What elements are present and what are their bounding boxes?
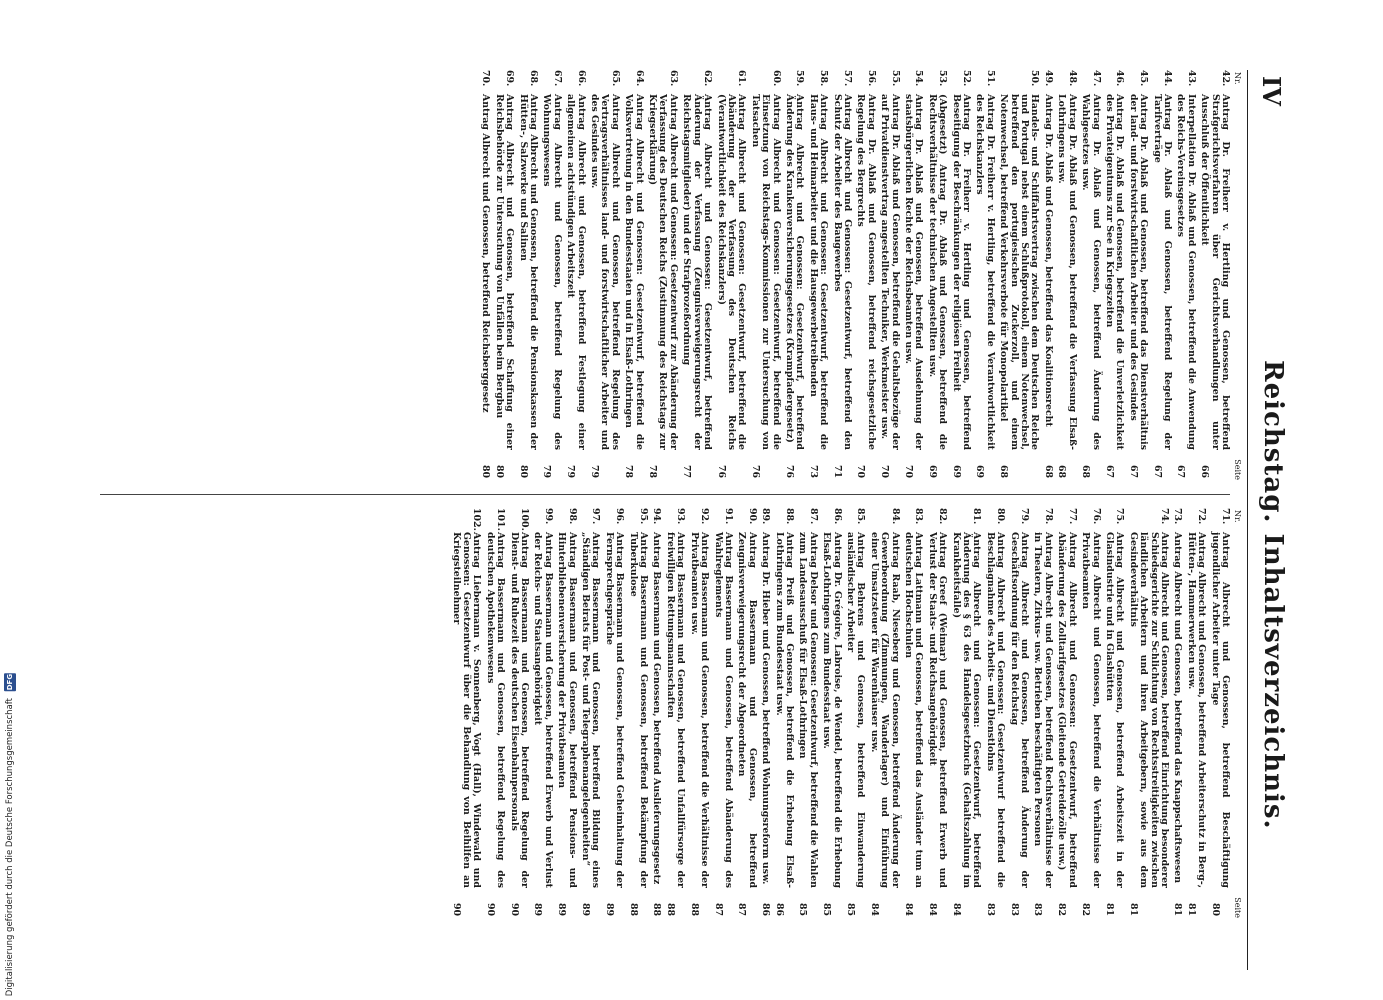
entry-page: 76: [783, 464, 795, 478]
toc-entry: [651, 508, 661, 918]
entry-page: 78: [623, 464, 635, 478]
entry-text: Handels- und Schiffahrtsvertrag zwischen dem Deutschen Reiche und Portugal nebst einem Schlußprotokoll, einem Notenwechsel, betreffend den portugiesischen Zuckerzoll, und einem Notenwechsel, betreffend Verkehrsverbote für Monopolartikel: [998, 94, 1041, 450]
entry-number: 102.: [471, 508, 483, 531]
entry-page: 90: [450, 902, 462, 916]
entry-text: Antrag Albrecht und Genossen, betreffend Festlegung einer allgemeinen achtstündigen Arbeitszeit: [565, 94, 587, 450]
entry-text: Antrag Lattmann und Genossen, betreffend das Ausländer tum an deutschen Hochschulen: [903, 532, 925, 888]
entry-text: Antrag Albrecht und Genossen: Gesetzentwurf, betreffend die Abänderung der Verfassung des Deutschen Reichs (Verantwortlichkeit des Reichskanzlers): [715, 94, 748, 450]
entry-number: 99.: [542, 508, 554, 525]
entry-page: 84: [868, 902, 880, 916]
entry-number: 59.: [794, 70, 806, 87]
entry-text: Antrag Dr. Freiherr v. Hertling und Genossen, betreffend Strafgerichtsverfahren über Gerichtsverhandlungen unter Ausschluß der Öffentlichkeit: [1199, 94, 1231, 450]
entry-text: Antrag Bassermann und Genossen, betreffend Regelung der Dienst- und Ruhezeit des deutschen Eisenbahnpersonals: [508, 532, 531, 888]
toc-entry: [1127, 508, 1169, 918]
toc-entry: [1175, 70, 1196, 480]
entry-number: 63.: [667, 70, 679, 87]
entry-text: Antrag Albrecht und Genossen: Gesetzentwurf, betreffend die Einsetzung von Reichstags-Kommissionen zur Untersuchung von Tatsachen: [749, 94, 782, 450]
toc-entry: [541, 70, 562, 480]
entry-number: 42.: [1220, 70, 1231, 87]
entry-number: 96.: [614, 508, 626, 525]
toc-entry: [1080, 508, 1101, 918]
toc-entry: [974, 70, 995, 480]
toc-entry: [688, 508, 709, 918]
page-numeral: IV: [1257, 76, 1286, 106]
toc-entry: [760, 508, 770, 918]
entry-number: 71.: [1220, 508, 1231, 525]
entry-number: 65.: [609, 70, 621, 87]
entry-text: Antrag Dr. Ablaß und Genossen, betreffend die Gehaltsbezüge der auf Privatdienstvertrag angestellten Techniker, Werkmeister usw.: [879, 94, 901, 450]
toc-entry: [715, 70, 746, 480]
entry-page: 67: [1103, 464, 1115, 478]
toc-entry: [926, 508, 947, 918]
entry-text: Antrag Albrecht und Genossen, betreffend Arbeitszeit in der Glasindustrie und in Glashütten: [1103, 532, 1126, 888]
entry-number: 74.: [1158, 508, 1170, 525]
entry-number: 54.: [913, 70, 925, 87]
entry-number: 44.: [1161, 70, 1173, 87]
toc-entry: [1151, 70, 1172, 480]
right-column: [447, 508, 1242, 918]
entry-page: 79: [589, 464, 601, 478]
entry-number: 62.: [702, 70, 714, 87]
entry-number: 81.: [971, 508, 983, 525]
right-column-head: [1230, 508, 1242, 918]
toc-entry: [950, 508, 981, 918]
entry-number: 60.: [770, 70, 782, 87]
entry-page: 88: [664, 902, 676, 916]
entry-number: 67.: [551, 70, 563, 87]
toc-entry: [1008, 508, 1029, 918]
toc-entry: [681, 70, 712, 480]
entry-number: 47.: [1090, 70, 1102, 87]
entry-page: 85: [797, 902, 809, 916]
toc-entry: [950, 70, 971, 480]
entry-text: Antrag Dr. Ablaß und Genossen, betreffend Änderung des Wahlgesetzes usw.: [1080, 94, 1102, 450]
entry-page: 81: [1172, 902, 1184, 916]
toc-entry: [556, 508, 577, 918]
entry-text: Antrag Bassermann und Genossen, betreffend Pensions- und Hinterbliebenenversicherung der Privatbeamten: [556, 532, 578, 888]
entry-page: 66: [1199, 464, 1211, 478]
entry-text: Antrag Liebermann v. Sonnenberg, Vogt (Hall), Windewald und Genossen: Gesetzentwurf über die Behandlung von Beihilfen an Kriegsteilnehmer: [450, 532, 483, 888]
toc-entry: [879, 70, 900, 480]
entry-text: Antrag Albrecht und Genossen: Gesetzentwurf, betreffend Änderung der Verfassung (Zeugnisverweigerungsrecht der Reichstagsmitglieder) und der Strafprozeßordnung: [681, 94, 714, 450]
entry-page: 67: [1175, 464, 1187, 478]
entry-number: 100.: [519, 508, 531, 531]
entry-text: Antrag Bassermann und Genossen, betreffend die Verhältnisse der Privatbeamten usw.: [688, 532, 711, 888]
entry-number: 80.: [995, 508, 1007, 525]
entry-number: 57.: [842, 70, 853, 87]
toc-entry: [797, 508, 818, 918]
entry-text: Interpellation Dr. Ablaß und Genossen, betreffend die Anwendung des Reichs-Vereinsgesetzes: [1175, 94, 1197, 450]
entry-text: Antrag Albrecht und Genossen: Gesetzentwurf, betreffend Abänderung des Zolltarifgesetzes (Gleitende Getreidezölle usw.): [1056, 532, 1078, 888]
entry-number: 84.: [889, 508, 901, 525]
entry-page: 80: [480, 464, 492, 478]
entry-text: Antrag Albrecht und Genossen: Gesetzentwurf zur Abänderung der Verfassung des Deutschen Reichs (Zustimmung des Reichstags zur Kriegserklärung): [647, 94, 679, 450]
entry-page: 79: [541, 464, 553, 478]
entry-page: 89: [603, 902, 615, 916]
entry-text: Antrag Albrecht und Genossen, betreffend Rechtsverhältnisse der in Theatern, Zirkus- usw. Betrieben beschäftigten Personen: [1032, 532, 1054, 888]
toc-entry: [1172, 508, 1182, 918]
entry-text: Antrag Dr. Grégoire, Labroise, de Wendel, betreffend die Erhebung Elsaß-Lothringens zum Bundesstaat usw.: [821, 532, 843, 888]
toc-entry: [484, 508, 505, 918]
entry-number: 82.: [937, 508, 949, 525]
entry-page: 88: [651, 902, 663, 916]
entry-number: 70.: [480, 70, 492, 87]
toc-entry: [868, 508, 899, 918]
entry-text: Antrag Albrecht und Genossen, betreffend Arbeiterschutz in Berg-, Hütten-, Hammerwerken usw.: [1185, 532, 1208, 888]
entry-number: 61.: [736, 70, 748, 87]
toc-entry: [845, 508, 866, 918]
entry-number: 68.: [528, 70, 540, 87]
toc-entry: [903, 508, 924, 918]
toc-entry: [831, 70, 852, 480]
entry-number: 58.: [818, 70, 830, 87]
document-page: [90, 70, 1290, 970]
entry-number: 43.: [1185, 70, 1197, 87]
entry-page: 86: [773, 902, 785, 916]
entry-number: 52.: [961, 70, 973, 87]
entry-text: Antrag Bassermann und Genossen, betreffend Regelung des deutschen Apothekenwesens: [484, 532, 507, 888]
entry-number: 75.: [1114, 508, 1126, 525]
entry-text: (Abgesetzt) Antrag Dr. Ablaß und Genossen, betreffend die Rechtsverhältnisse der technischen Angestellten usw.: [926, 94, 949, 450]
page-header: [1250, 70, 1290, 970]
entry-number: 72.: [1196, 508, 1208, 525]
entry-page: 80: [517, 464, 529, 478]
entry-page: 88: [627, 902, 639, 916]
entry-page: 69: [974, 464, 986, 478]
entry-text: Antrag Preiß und Genossen, betreffend die Erhebung Elsaß-Lothringens zum Bundesstaat usw.: [773, 532, 795, 888]
entry-page: 86: [760, 902, 772, 916]
toc-entry: [627, 508, 648, 918]
entry-page: 70: [879, 464, 891, 478]
entry-page: 89: [580, 902, 592, 916]
entry-number: 97.: [590, 508, 602, 525]
entry-text: Antrag Dr. Ablaß und Genossen, betreffend reichsgesetzliche Regelung des Bergrechts: [855, 94, 877, 450]
header-rule: [1247, 70, 1248, 970]
toc-entry: [998, 70, 1040, 480]
toc-entry: [532, 508, 553, 918]
seite-label: Seite: [1233, 897, 1242, 918]
entry-page: 71: [831, 464, 843, 478]
toc-entry: [623, 70, 644, 480]
entry-text: Antrag Albrecht und Genossen: Gesetzentwurf, betreffend Änderung des § 63 des Handelsgesetzbuchs (Gehaltszahlung im Krankheitsfalle): [950, 532, 983, 888]
entry-number: 93.: [675, 508, 687, 525]
toc-entry: [1080, 70, 1101, 480]
entry-number: 55.: [889, 70, 901, 87]
entry-text: Antrag Albrecht und Genossen, betreffend Regelung des Vertragsverhältnisses land- und forstwirtschaftlicher Arbeiter und des Gesindes usw.: [589, 94, 621, 450]
toc-entry: [1056, 508, 1077, 918]
toc-entry: [821, 508, 842, 918]
entry-text: Antrag Bassermann und Genossen, betreffend Zeugnisverweigerungsrecht der Abgeordneten: [736, 532, 758, 888]
toc-entry: [480, 70, 490, 480]
entry-page: 88: [688, 902, 700, 916]
toc-entry: [580, 508, 601, 918]
toc-entry: [565, 70, 586, 480]
entry-number: 101.: [495, 508, 507, 531]
entry-page: 80: [493, 464, 505, 478]
entry-page: 89: [556, 902, 568, 916]
entry-number: 53.: [937, 70, 949, 87]
entry-page: 77: [681, 464, 693, 478]
toc-entry: [450, 508, 481, 918]
toc-entry: [736, 508, 757, 918]
entry-number: 91.: [722, 508, 734, 525]
left-column: [477, 70, 1242, 480]
entry-text: Antrag Raab, Nieseberg und Genossen, betreffend Änderung der Gewerbeordnung (Zimmungen, Wanderlager) und Einführung einer Umsatzsteuer für Warenhäuser usw.: [868, 532, 901, 888]
entry-page: 85: [845, 902, 856, 916]
toc-entry: [1127, 70, 1148, 480]
entry-page: 87: [712, 902, 724, 916]
entry-text: Antrag Bassermann und Genossen, betreffend Abänderung des Wahlreglements: [712, 532, 734, 888]
entry-text: Antrag Albrecht und Genossen, betreffend Einrichtung besonderer Schiedsgerichte zur Schlichtung von Rechtsstreitigkeiten zwischen ländlichen Arbeitern und ihren Arbeitgebern, sowie aus dem Gesindeverhältnis: [1127, 532, 1170, 888]
entry-page: 81: [1103, 902, 1115, 916]
entry-number: 87.: [807, 508, 819, 525]
entry-text: Antrag Bassermann und Genossen, betreffend Geheimhaltung der Fernsprechgespräche: [603, 532, 626, 888]
entry-page: 87: [736, 902, 748, 916]
entry-number: 86.: [831, 508, 843, 525]
entry-page: 73: [807, 464, 819, 478]
entry-number: 89.: [760, 508, 772, 525]
digitization-credit: [4, 673, 16, 996]
left-column-head: [1230, 70, 1242, 480]
entry-page: 83: [1008, 902, 1020, 916]
entry-text: Antrag Bassermann und Genossen, betreffend Unfallfürsorge der freiwilligen Rettungsmannschaften: [664, 532, 687, 888]
entry-number: 73.: [1172, 508, 1184, 525]
entry-text: Antrag Bassermann und Genossen, betreffend Bekämpfung der Tuberkulose: [627, 532, 650, 888]
entry-number: 56.: [865, 70, 877, 87]
entry-number: 83.: [913, 508, 925, 525]
entry-text: Antrag Albrecht und Genossen, betreffend Änderung der Geschäftsordnung für den Reichstag: [1008, 532, 1031, 888]
toc-entry: [1104, 70, 1125, 480]
entry-text: Antrag Bassermann und Genossen, betreffend Bildung eines „Ständigen Beirats für Post- und Telegraphenangelegenheiten“: [580, 532, 602, 888]
entry-page: 67: [1151, 464, 1163, 478]
dfg-logo: DFG: [6, 673, 14, 691]
entry-text: Antrag Dr. Ablaß und Genossen, betreffend das Dienstverhältnis der land- und forstwirtschaftlichen Arbeiter und des Gesindes: [1127, 94, 1150, 450]
entry-page: 78: [647, 464, 659, 478]
entry-number: 79.: [1019, 508, 1031, 525]
toc-entry: [807, 70, 828, 480]
entry-page: 68: [998, 464, 1010, 478]
entry-text: Antrag Albrecht und Genossen: Gesetzentwurf, betreffend den Schutz der Arbeiter des Baugewerbes: [831, 94, 853, 450]
entry-number: 90.: [746, 508, 758, 525]
entry-text: Antrag Dr. Ablaß und Genossen, betreffend Ausdehnung der staatsbürgerlichen Rechte der Reichsbeamten usw.: [903, 94, 925, 450]
toc-entry: [603, 508, 624, 918]
entry-page: 68: [1056, 464, 1068, 478]
entry-page: 84: [950, 902, 962, 916]
nr-label: Nr.: [1233, 72, 1242, 85]
toc-entry: [1056, 70, 1077, 480]
toc-entry: [493, 70, 514, 480]
toc-entry: [749, 70, 780, 480]
toc-entry: [647, 70, 678, 480]
entry-text: Antrag Dr. Ablaß und Genossen, betreffend das Koalitionsrecht: [1042, 94, 1054, 427]
entry-number: 46.: [1114, 70, 1126, 87]
entry-page: 69: [950, 464, 962, 478]
entry-number: 98.: [566, 508, 578, 525]
entry-page: 82: [1080, 902, 1092, 916]
entry-page: 85: [821, 902, 833, 916]
entry-text: Antrag Albrecht und Genossen, betreffend Regelung des Wohnungswesens: [541, 94, 563, 450]
column-divider: [100, 494, 1230, 495]
entry-number: 85.: [855, 508, 867, 525]
entry-text: Antrag Delsor und Genossen: Gesetzentwurf, betreffend die Wahlen zum Landesausschuß für Elsaß-Lothringen: [797, 532, 819, 888]
toc-entry: [1104, 508, 1125, 918]
entry-text: Antrag Dr. Ablaß und Genossen, betreffend die Verfassung Elsaß-Lothringens usw.: [1056, 94, 1078, 450]
entry-number: 76.: [1090, 508, 1102, 525]
entry-text: Antrag Greef (Weimar) und Genossen, betreffend Erwerb und Verlust der Staats- und Reichsangehörigkeit: [926, 532, 949, 888]
entry-text: Antrag Bassermann und Genossen, betreffend Erwerb und Verlust der Reichs- und Staatsangehörigkeit: [532, 532, 554, 888]
entry-number: 50.: [1029, 70, 1041, 87]
toc-entry: [1185, 508, 1206, 918]
toc-entry: [589, 70, 620, 480]
seite-label: Seite: [1233, 459, 1242, 480]
entry-number: 49.: [1042, 70, 1054, 87]
entry-text: Antrag Albrecht und Genossen, betreffend die Verhältnisse der Privatbeamten: [1080, 532, 1102, 888]
entry-number: 64.: [633, 70, 645, 87]
entry-number: 45.: [1138, 70, 1150, 87]
entry-page: 67: [1127, 464, 1139, 478]
entry-number: 78.: [1042, 508, 1054, 525]
entry-page: 89: [532, 902, 544, 916]
toc-entry: [855, 70, 876, 480]
entry-page: 81: [1185, 902, 1197, 916]
entry-page: 70: [855, 464, 867, 478]
entry-text: Antrag Bassermann und Genossen, betreffend Auslieferungsgesetz: [651, 532, 663, 885]
toc-entry: [712, 508, 733, 918]
entry-page: 82: [1056, 902, 1068, 916]
toc-entry: [517, 70, 538, 480]
entry-text: Antrag Albrecht und Genossen, betreffend Schaffung einer Reichsbehörde zur Untersuchung von Unfällen beim Bergbau: [493, 94, 516, 450]
entry-number: 48.: [1066, 70, 1078, 87]
entry-number: 88.: [783, 508, 795, 525]
entry-text: Antrag Albrecht und Genossen: Gesetzentwurf, betreffend die Volksvertretung in den Bundesstaaten und in Elsaß-Lothringen: [623, 94, 645, 450]
toc-entry: [665, 508, 686, 918]
entry-number: 95.: [638, 508, 650, 525]
entry-text: Antrag Dr. Ablaß und Genossen, betreffend die Unverletzlichkeit des Privateigentums zur See in Kriegszeiten: [1103, 94, 1126, 450]
entry-text: Antrag Dr. Ablaß und Genossen, betreffend Regelung der Tarifverträge: [1151, 94, 1173, 450]
entry-page: 90: [484, 902, 496, 916]
entry-text: Antrag Albrecht und Genossen, betreffend Beschäftigung jugendlicher Arbeiter unter Tage: [1209, 532, 1231, 888]
entry-text: Antrag Dr. Freiherr v. Hertling und Genossen, betreffend Beseitigung der Beschränkungen der religiösen Freiheit: [950, 94, 973, 450]
entry-page: 90: [508, 902, 520, 916]
entry-page: 69: [926, 464, 938, 478]
toc-entry: [1032, 508, 1053, 918]
entry-number: 92.: [699, 508, 711, 525]
entry-page: 80: [1209, 902, 1221, 916]
credit-text: Digitalisierung gefördert durch die Deutsche Forschungsgemeinschaft: [5, 697, 15, 996]
toc-entry: [984, 508, 1005, 918]
entry-text: Antrag Behrens und Genossen, betreffend Einwanderung ausländischer Arbeiter: [845, 532, 867, 888]
entry-page: 81: [1127, 902, 1139, 916]
entry-number: 77.: [1066, 508, 1078, 525]
entry-number: 94.: [651, 508, 663, 525]
entry-page: 68: [1080, 464, 1092, 478]
toc-entry: [926, 70, 947, 480]
entry-text: Antrag Albrecht und Genossen, betreffend das Knappschaftswesen: [1172, 532, 1184, 884]
toc-entry: [1043, 70, 1053, 480]
entry-text: Antrag Dr. Freiherr v. Hertling, betreffend die Verantwortlichkeit des Reichskanzlers: [974, 94, 996, 450]
page-title: Reichstag. Inhaltsverzeichnis.: [1258, 360, 1288, 830]
entry-text: Antrag Albrecht und Genossen: Gesetzentwurf, betreffend die Haus- und Heimarbeiter und die Hausgewerbetreibenden: [807, 94, 830, 450]
entry-text: Antrag Albrecht und Genossen: Gesetzentwurf betreffend die Beschlagnahme des Arbeits- und Dienstlohns: [984, 532, 1007, 888]
toc-entry: [508, 508, 529, 918]
entry-number: 66.: [575, 70, 587, 87]
entry-text: Antrag Albrecht und Genossen: Gesetzentwurf, betreffend Änderung des Krankenversicherungsgesetzes (Krampfadergesetz): [783, 94, 806, 450]
entry-number: 69.: [504, 70, 516, 87]
toc-entry: [1199, 70, 1230, 480]
toc-entry: [903, 70, 924, 480]
entry-page: 83: [984, 902, 996, 916]
entry-page: 79: [565, 464, 577, 478]
entry-page: 76: [749, 464, 761, 478]
toc-entry: [1209, 508, 1230, 918]
entry-text: Antrag Albrecht und Genossen, betreffend die Pensionskassen der Hütten-, Salzwerke und Salinen: [517, 94, 540, 450]
entry-number: 51.: [984, 70, 996, 87]
toc-entry: [773, 508, 794, 918]
entry-page: 76: [715, 464, 727, 478]
toc-entry: [784, 70, 805, 480]
entry-text: Antrag Albrecht und Genossen, betreffend Reichsberggesetz: [480, 94, 492, 413]
entry-page: 84: [926, 902, 938, 916]
entry-text: Antrag Dr. Hieber und Genossen, betreffend Wohnungsreform usw.: [760, 532, 772, 885]
entry-page: 68: [1042, 464, 1054, 478]
entry-page: 83: [1032, 902, 1044, 916]
entry-page: 70: [903, 464, 915, 478]
nr-label: Nr.: [1233, 510, 1242, 523]
entry-page: 84: [903, 902, 915, 916]
